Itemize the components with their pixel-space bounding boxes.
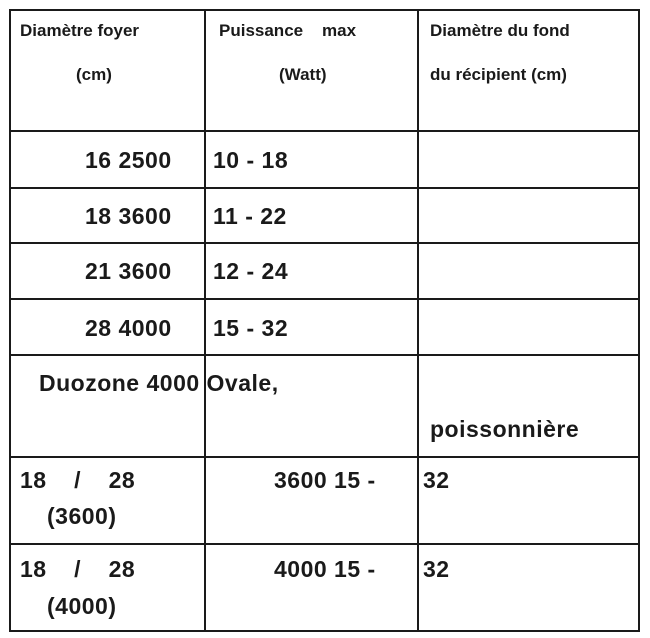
duozone-label: Duozone 4000 Ovale, — [39, 370, 279, 396]
row-divider — [9, 543, 640, 545]
row-2-diameter-power: 18 3600 — [85, 203, 172, 229]
header-diametre-fond-unit: du récipient (cm) — [430, 65, 567, 84]
oval-row-2-power: (4000) — [47, 593, 117, 619]
row-1-range: 10 - 18 — [213, 147, 289, 173]
row-divider — [9, 456, 640, 458]
row-2-range: 11 - 22 — [213, 203, 287, 229]
row-divider — [9, 130, 640, 132]
table-border-left — [9, 9, 11, 632]
row-divider — [9, 354, 640, 356]
oval-row-1-range: 3600 15 - — [274, 467, 376, 493]
row-divider — [9, 242, 640, 244]
row-divider — [9, 187, 640, 189]
header-puissance-unit: (Watt) — [279, 65, 327, 84]
cooking-zone-table — [9, 9, 640, 632]
header-diametre-foyer-unit: (cm) — [76, 65, 112, 84]
oval-row-1-diameters: 18 / 28 — [20, 467, 136, 493]
table-border-bottom — [9, 630, 640, 632]
oval-row-2-diameters: 18 / 28 — [20, 556, 136, 582]
oval-row-1-power: (3600) — [47, 503, 117, 529]
row-3-diameter-power: 21 3600 — [85, 258, 172, 284]
header-puissance-max: Puissance max — [219, 21, 357, 40]
row-4-range: 15 - 32 — [213, 315, 289, 341]
column-divider-2 — [417, 9, 419, 632]
duozone-fish-pan: poissonnière — [430, 416, 580, 442]
header-diametre-foyer: Diamètre foyer — [20, 21, 140, 40]
oval-row-1-range-end: 32 — [423, 467, 450, 493]
row-1-diameter-power: 16 2500 — [85, 147, 172, 173]
oval-row-2-range: 4000 15 - — [274, 556, 376, 582]
header-diametre-fond: Diamètre du fond — [430, 21, 570, 40]
row-4-diameter-power: 28 4000 — [85, 315, 172, 341]
row-divider — [9, 298, 640, 300]
oval-row-2-range-end: 32 — [423, 556, 450, 582]
column-divider-1 — [204, 9, 206, 632]
table-border-top — [9, 9, 640, 11]
table-border-right — [638, 9, 640, 632]
row-3-range: 12 - 24 — [213, 258, 289, 284]
